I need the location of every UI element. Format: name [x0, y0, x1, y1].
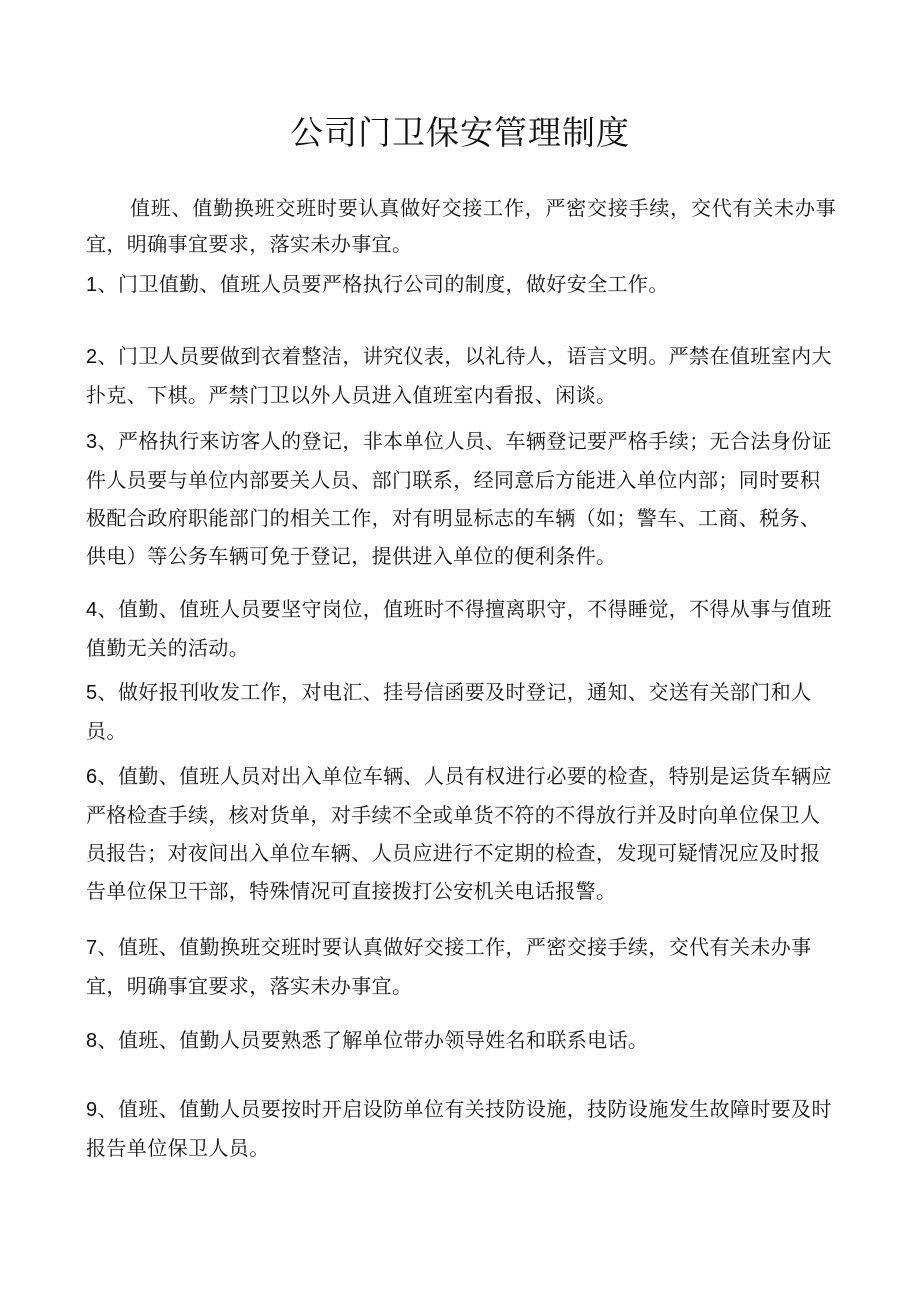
rule-text: 做好报刊收发工作，对电汇、挂号信函要及时登记，通知、交送有关部门和人员。	[86, 680, 812, 743]
rule-number: 3	[86, 431, 98, 453]
rule-text: 门卫人员要做到衣着整洁，讲究仪表，以礼待人，语言文明。严禁在值班室内大扑克、下棋。严禁门卫以外人员进入值班室内看报、闲谈。	[86, 344, 832, 407]
rule-separator: 、	[97, 935, 118, 959]
rule-separator: 、	[97, 764, 118, 788]
rule-number: 8	[86, 1030, 98, 1052]
intro-paragraph: 值班、值勤换班交班时要认真做好交接工作，严密交接手续，交代有关未办事宜，明确事宜要求，落实未办事宜。	[86, 196, 836, 256]
rule-separator: 、	[97, 272, 118, 296]
rule-separator: 、	[97, 680, 118, 704]
rule-separator: 、	[97, 597, 118, 621]
rule-item-1	[86, 265, 836, 304]
rule-text: 值勤、值班人员对出入单位车辆、人员有权进行必要的检查，特别是运货车辆应严格检查手续，核对货单，对手续不全或单货不符的不得放行并及时向单位保卫人员报告；对夜间出入单位车辆、人员应进行不定期的检查，发现可疑情况应及时报告单位保卫干部，特殊情况可直接拨打公安机关电话报警。	[86, 764, 832, 903]
rule-number: 1	[86, 274, 98, 296]
rule-text: 值班、值勤人员要熟悉了解单位带办领导姓名和联系电话。	[117, 1028, 649, 1052]
rule-text: 值班、值勤人员要按时开启设防单位有关技防设施，技防设施发生故障时要及时报告单位保卫人员。	[86, 1097, 832, 1160]
rule-number: 5	[86, 682, 98, 704]
rule-text: 门卫值勤、值班人员要严格执行公司的制度，做好安全工作。	[117, 272, 669, 296]
rule-item-2	[86, 337, 836, 414]
rule-number: 7	[86, 937, 98, 959]
document-title: 公司门卫保安管理制度	[290, 113, 630, 153]
rule-number: 6	[86, 766, 98, 788]
rule-number: 4	[86, 599, 98, 621]
rule-separator: 、	[97, 1097, 118, 1121]
rule-text: 严格执行来访客人的登记，非本单位人员、车辆登记要严格手续；无合法身份证件人员要与单位内部要关人员、部门联系，经同意后方能进入单位内部；同时要积极配合政府职能部门的相关工作，对有明显标志的车辆（如；警车、工商、税务、供电）等公务车辆可免于登记，提供进入单位的便利条件。	[86, 429, 832, 568]
rule-item-4	[86, 590, 836, 667]
rule-item-9	[86, 1090, 836, 1167]
rule-item-3	[86, 422, 836, 575]
rule-item-8	[86, 1021, 836, 1060]
rule-separator: 、	[97, 1028, 118, 1052]
rule-text: 值勤、值班人员要坚守岗位，值班时不得擅离职守，不得睡觉，不得从事与值班值勤无关的活动。	[86, 597, 832, 660]
rule-separator: 、	[97, 429, 118, 453]
rule-text: 值班、值勤换班交班时要认真做好交接工作，严密交接手续，交代有关未办事宜，明确事宜要求，落实未办事宜。	[86, 935, 812, 998]
rule-item-5	[86, 673, 836, 750]
rule-separator: 、	[97, 344, 118, 368]
rule-number: 2	[86, 346, 98, 368]
rule-item-7	[86, 928, 836, 1005]
rule-number: 9	[86, 1099, 98, 1121]
rule-item-6	[86, 757, 836, 910]
